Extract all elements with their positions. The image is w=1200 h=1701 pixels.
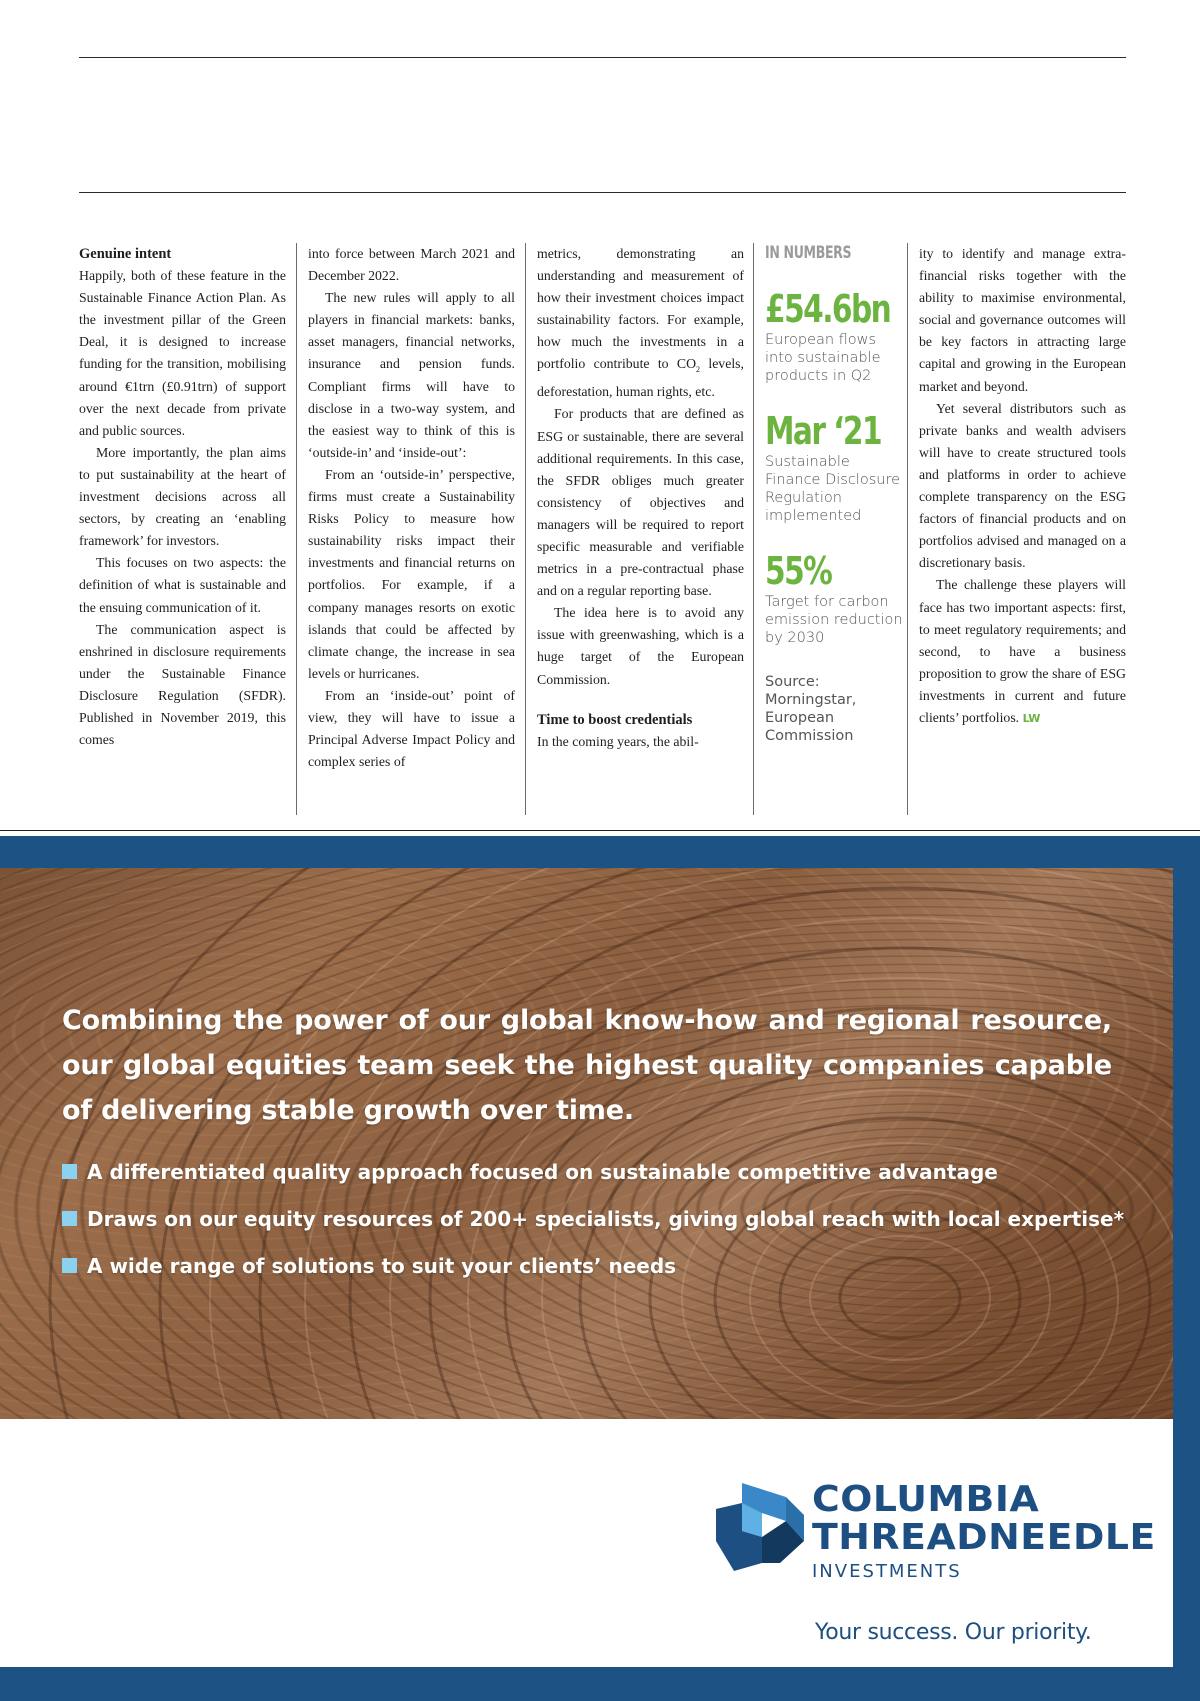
paragraph: From an ‘inside-out’ point of view, they will have to issue a Principal Adverse Impact Policy and complex series of	[308, 687, 515, 770]
columbia-threadneedle-logo[interactable]	[712, 1479, 1156, 1582]
article-column-2	[308, 243, 515, 773]
paragraph: More importantly, the plan aims to put sustainability at the heart of investment decisions across all sectors, by creating an ‘enabling framework’ for investors.	[79, 444, 286, 549]
ad-separator-line	[0, 830, 1200, 831]
article-column-1	[79, 243, 286, 751]
square-bullet-icon	[62, 1164, 77, 1179]
header-rule	[79, 192, 1126, 193]
ad-headline: Combining the power of our global know-how and regional resource, our global equities team seek the highest quality companies capable of delivering stable growth over time.	[62, 1005, 1112, 1126]
stat-label: Sustainable Finance Disclosure Regulation implemented	[765, 454, 901, 524]
paragraph: This focuses on two aspects: the definition of what is sustainable and the ensuing communication of it.	[79, 555, 286, 615]
subscript: 2	[696, 365, 701, 375]
paragraph	[919, 574, 1126, 730]
ad-bullet-text: Draws on our equity resources of 200+ specialists, giving global reach with local expertise*	[87, 1206, 1125, 1231]
stat-value: £54.6bn	[765, 287, 891, 331]
paragraph: The communication aspect is enshrined in disclosure requirements under the Sustainable Finance Disclosure Regulation (SFDR). Published in November 2019, this comes	[79, 621, 286, 748]
logo-wordmark	[812, 1479, 1156, 1585]
text-run: The challenge these players will face has two important aspects: first, to meet regulatory requirements; and second, to have a business proposition to grow the share of ESG investments in current and future clients’ portfolios.	[919, 577, 1126, 725]
logo-line-investments: INVESTMENTS	[812, 1561, 962, 1582]
wood-rings-graphic	[0, 868, 1173, 1419]
ad-bullet-list	[62, 1148, 1142, 1289]
ad-bullet	[62, 1148, 1142, 1195]
paragraph: into force between March 2021 and December 2022.	[308, 246, 515, 284]
paragraph: In the coming years, the abil-	[537, 733, 699, 749]
advertisement	[0, 836, 1200, 1701]
top-rule	[79, 57, 1126, 58]
text-run: levels, deforestation, human rights, etc.	[537, 356, 744, 400]
stat-block	[765, 551, 903, 647]
column-divider	[525, 243, 526, 815]
stat-block	[765, 289, 903, 385]
paragraph: From an ‘outside-in’ perspective, firms must create a Sustainability Risks Policy to measure how sustainability risks impact their investments and financial returns on portfolios. For example, if a company manages resorts on exotic islands that could be affected by climate change, the increase in sea levels or hurricanes.	[308, 466, 515, 681]
stat-label: Target for carbon emission reduction by 2030	[765, 594, 903, 646]
square-bullet-icon	[62, 1211, 77, 1226]
logo-line-columbia: COLUMBIA	[812, 1479, 1040, 1520]
stat-block	[765, 411, 903, 525]
source-note: Source: Morningstar, European Commission	[765, 674, 857, 744]
ad-bullet-text: A differentiated quality approach focused on sustainable competitive advantage	[87, 1159, 998, 1184]
author-signoff: LW	[1022, 711, 1040, 725]
in-numbers-sidebar	[765, 243, 903, 745]
column-divider	[907, 243, 908, 815]
paragraph: Yet several distributors such as private banks and wealth advisers will have to create structured tools and platforms in order to achieve complete transparency on the ESG factors of financial products and on portfolios advised and managed on a discretionary basis.	[919, 400, 1126, 571]
paragraph	[537, 243, 744, 403]
section-heading-credentials: Time to boost credentials	[537, 711, 693, 728]
column-divider	[296, 243, 297, 815]
paragraph: For products that are defined as ESG or sustainable, there are several additional requirements. In this case, the SFDR obliges much greater consistency of objectives and managers will be required to report specific measurable and verifiable metrics in a pre-contractual phase and on a regular reporting base.	[537, 406, 744, 599]
article-column-3	[537, 243, 744, 753]
ad-bullet	[62, 1242, 1142, 1289]
stat-value: Mar ‘21	[765, 409, 882, 453]
ad-bullet	[62, 1195, 1142, 1242]
square-bullet-icon	[62, 1258, 77, 1273]
article-body	[0, 243, 1200, 823]
stat-label: European flows into sustainable products in Q2	[765, 332, 881, 384]
wood-grain-background	[0, 868, 1173, 1419]
in-numbers-heading: IN NUMBERS	[765, 243, 852, 263]
logo-line-threadneedle: THREADNEEDLE	[812, 1517, 1156, 1558]
ad-tagline: Your success. Our priority.	[815, 1620, 1092, 1645]
ad-bullet-text: A wide range of solutions to suit your clients’ needs	[87, 1253, 677, 1278]
paragraph: The idea here is to avoid any issue with greenwashing, which is a huge target of the European Commission.	[537, 605, 744, 687]
paragraph: The new rules will apply to all players in financial markets: banks, asset managers, financial networks, insurance and pension funds. Compliant firms will have to disclose in a two-way system, and the easiest way to think of this is ‘outside-in’ and ‘inside-out’:	[308, 290, 515, 460]
stat-value: 55%	[765, 549, 832, 593]
cube-logo-icon	[712, 1479, 808, 1575]
column-divider	[753, 243, 754, 815]
section-heading-genuine-intent: Genuine intent	[79, 246, 172, 262]
paragraph: ity to identify and manage extra-financial risks together with the ability to maximise environmental, social and governance outcomes will be key factors in attracting large capital and growing in the European market and beyond.	[919, 246, 1126, 394]
paragraph: Happily, both of these feature in the Sustainable Finance Action Plan. As the investment pillar of the Green Deal, it is designed to increase funding for the transition, mobilising around €1trn (£0.91trn) of support over the next decade from private and public sources.	[79, 268, 286, 438]
text-run: metrics, demonstrating an understanding and measurement of how their investment choices impact sustainability factors. For example, how much the investments in a portfolio contribute to CO	[537, 246, 744, 372]
article-column-5	[919, 243, 1126, 730]
